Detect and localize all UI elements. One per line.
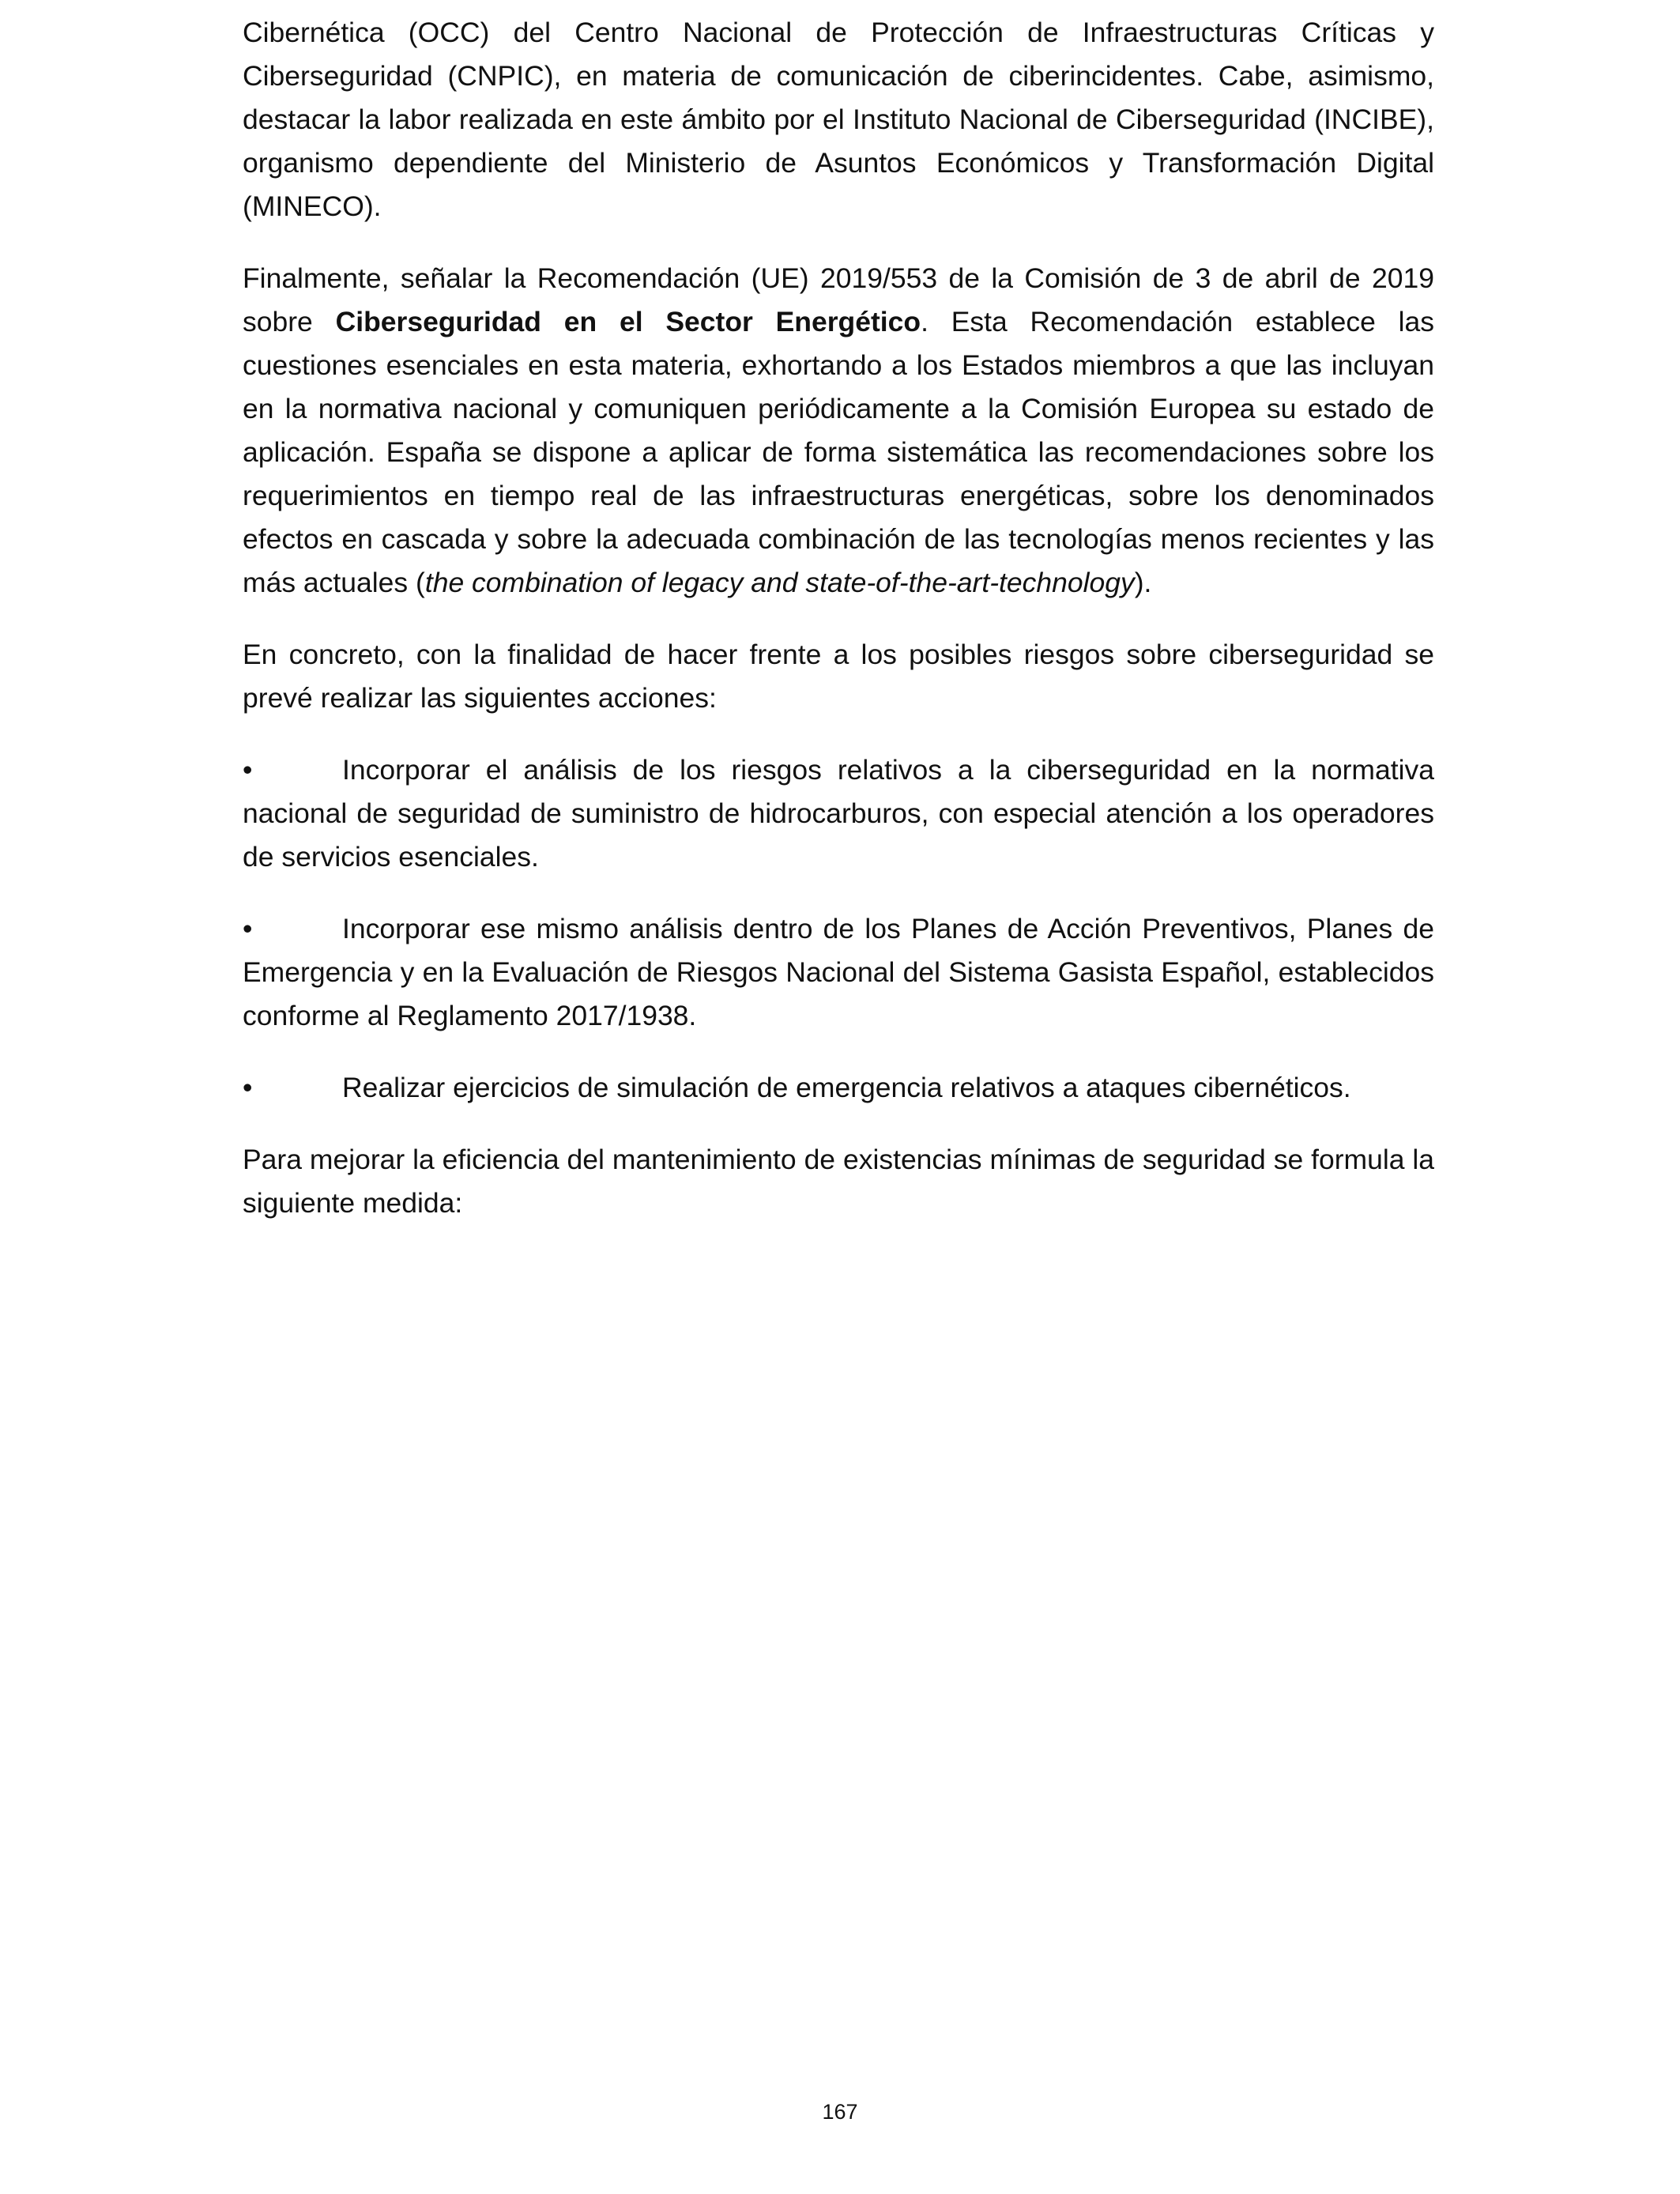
paragraph-occ-cnpic: Cibernética (OCC) del Centro Nacional de Protección de Infraestructuras Críticas y Ciberseguridad (CNPIC), en materia de comunicación de ciberincidentes. Cabe, asimismo, destacar la labor realizada en este ámbito por el Instituto Nacional de Ciberseguridad (INCIBE), organismo dependiente del Ministerio de Asuntos Económicos y Transformación Digital (MINECO). bbox=[243, 17, 1434, 222]
bullet-icon: • bbox=[243, 754, 253, 786]
list-item bbox=[243, 748, 1434, 879]
paragraph-acciones-intro: En concreto, con la finalidad de hacer frente a los posibles riesgos sobre ciberseguridad se prevé realizar las siguientes acciones: bbox=[243, 639, 1434, 714]
list-item bbox=[243, 907, 1434, 1038]
bold-ciberseguridad-sector: Ciberseguridad en el Sector Energético bbox=[335, 306, 921, 337]
italic-english-phrase: the combination of legacy and state-of-the-art-technology bbox=[424, 567, 1135, 598]
list-item-text: Realizar ejercicios de simulación de emergencia relativos a ataques cibernéticos. bbox=[342, 1072, 1351, 1103]
page-body bbox=[243, 11, 1434, 1253]
paragraph-recomendacion-end: ). bbox=[1134, 567, 1152, 598]
paragraph-recomendacion-start: Finalmente, señalar la Recomendación (UE) 2019/553 de la Comisión de 3 de abril de 2019 sobre bbox=[243, 262, 1434, 337]
bullet-icon: • bbox=[243, 913, 253, 944]
list-item bbox=[243, 1066, 1434, 1110]
list-item-text: Incorporar el análisis de los riesgos relativos a la ciberseguridad en la normativa nacional de seguridad de suministro de hidrocarburos, con especial atención a los operadores de servicios esenciales. bbox=[243, 754, 1434, 873]
page-number: 167 bbox=[822, 2100, 858, 2124]
paragraph-recomendacion bbox=[243, 257, 1434, 605]
list-item-text: Incorporar ese mismo análisis dentro de los Planes de Acción Preventivos, Planes de Emergencia y en la Evaluación de Riesgos Nacional del Sistema Gasista Español, establecidos conforme al Reglamento 2017/1938. bbox=[243, 913, 1434, 1031]
paragraph-existencias: Para mejorar la eficiencia del mantenimiento de existencias mínimas de seguridad se formula la siguiente medida: bbox=[243, 1144, 1434, 1219]
bullet-icon: • bbox=[243, 1072, 253, 1103]
paragraph-recomendacion-middle: . Esta Recomendación establece las cuestiones esenciales en esta materia, exhortando a los Estados miembros a que las incluyan en la normativa nacional y comuniquen periódicamente a la Comisión Europea su estado de aplicación. España se dispone a aplicar de forma sistemática las recomendaciones sobre los requerimientos en tiempo real de las infraestructuras energéticas, sobre los denominados efectos en cascada y sobre la adecuada combinación de las tecnologías menos recientes y las más actuales ( bbox=[243, 306, 1435, 598]
